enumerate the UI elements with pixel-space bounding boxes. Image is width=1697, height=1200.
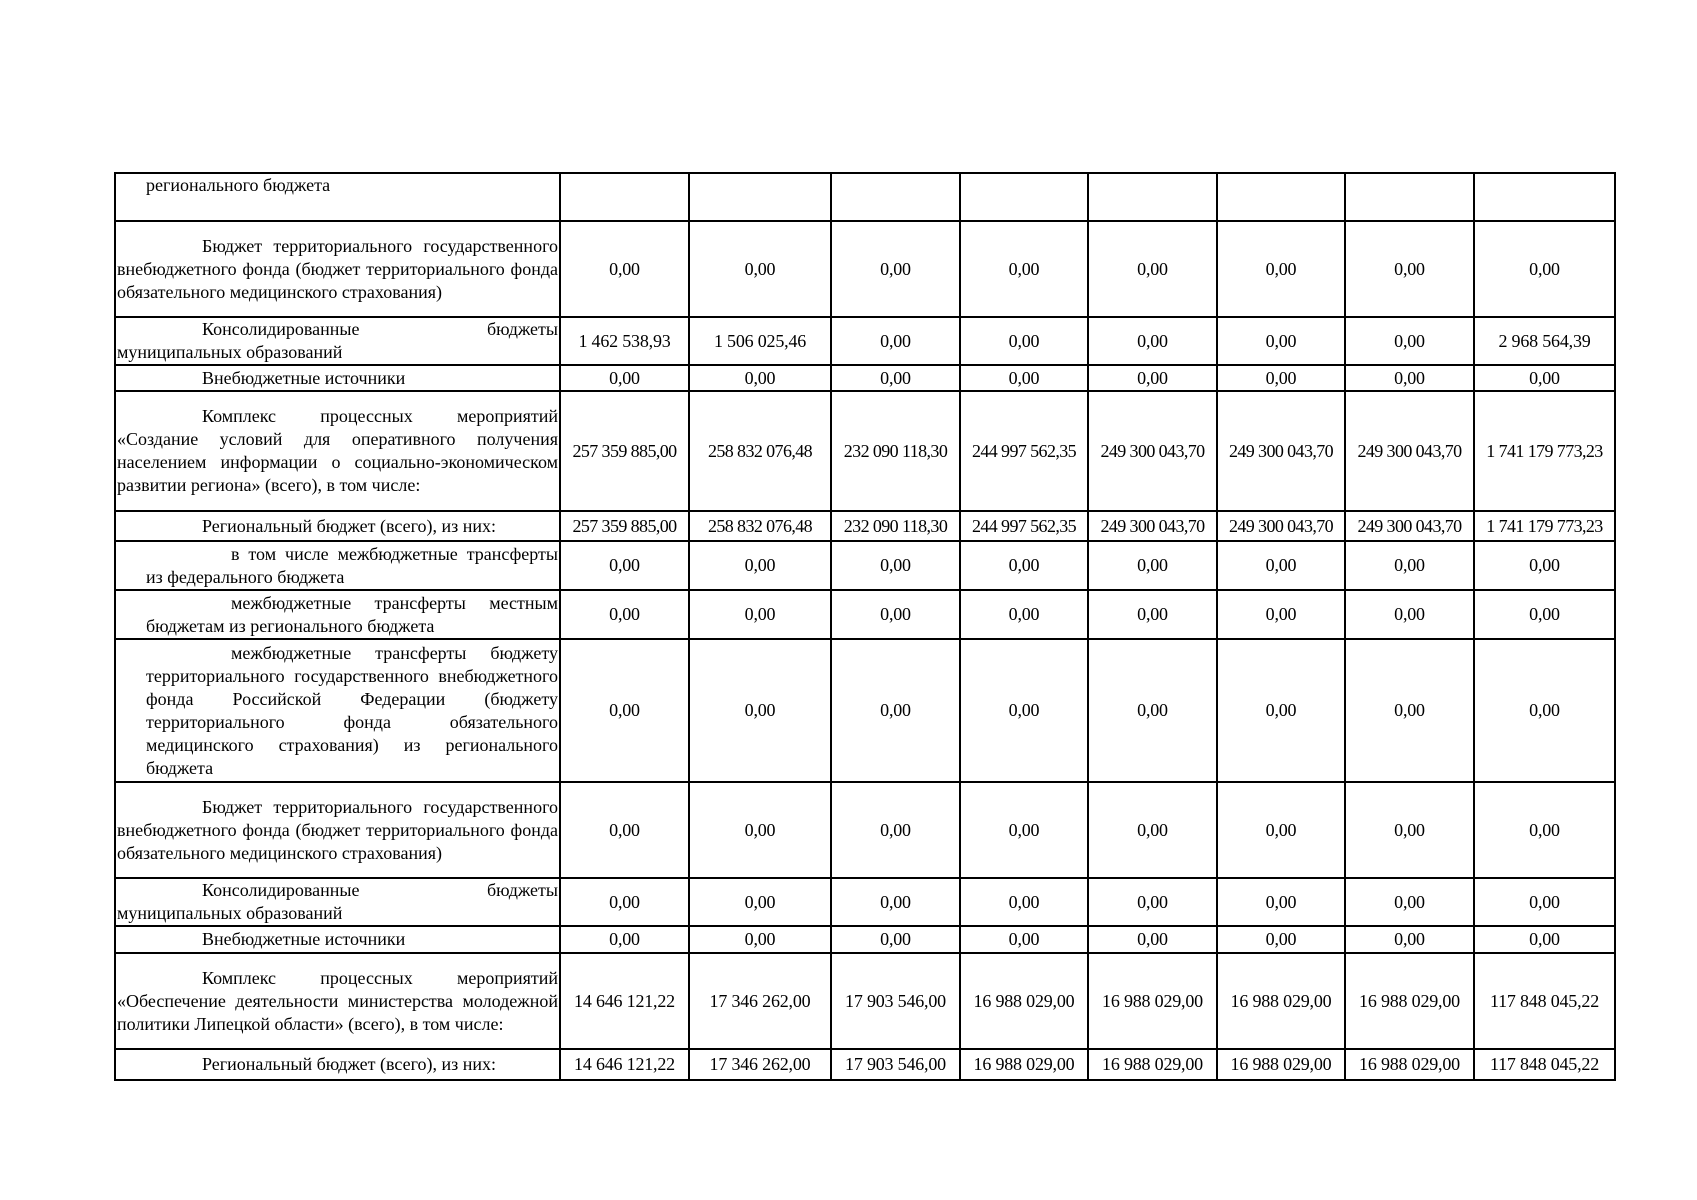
row-label: Консолидированные бюджеты муниципальных образований xyxy=(115,317,560,365)
row-label: в том числе межбюджетные трансферты из федерального бюджета xyxy=(115,541,560,590)
table-row xyxy=(115,173,1615,221)
row-value: 0,00 xyxy=(1088,541,1217,590)
row-value: 17 903 546,00 xyxy=(831,1049,960,1080)
row-value: 1 741 179 773,23 xyxy=(1474,391,1615,511)
row-value: 0,00 xyxy=(1088,926,1217,953)
row-label: Комплекс процессных мероприятий «Создание условий для оперативного получения населением информации о социально-экономическом развитии региона» (всего), в том числе: xyxy=(115,391,560,511)
row-value: 0,00 xyxy=(960,317,1088,365)
row-value: 0,00 xyxy=(1345,878,1474,926)
row-value: 0,00 xyxy=(1088,590,1217,639)
row-value: 117 848 045,22 xyxy=(1474,1049,1615,1080)
row-value: 0,00 xyxy=(1345,926,1474,953)
row-value: 16 988 029,00 xyxy=(1088,1049,1217,1080)
row-value: 0,00 xyxy=(689,878,831,926)
table-row xyxy=(115,541,1615,590)
row-value: 0,00 xyxy=(1217,317,1345,365)
row-label: Внебюджетные источники xyxy=(115,926,560,953)
row-value: 16 988 029,00 xyxy=(960,1049,1088,1080)
row-value: 0,00 xyxy=(560,541,689,590)
row-label: межбюджетные трансферты местным бюджетам из регионального бюджета xyxy=(115,590,560,639)
budget-table xyxy=(114,172,1616,1081)
table-row xyxy=(115,590,1615,639)
row-value: 0,00 xyxy=(689,639,831,782)
row-value: 16 988 029,00 xyxy=(1217,953,1345,1049)
row-value: 2 968 564,39 xyxy=(1474,317,1615,365)
row-value: 249 300 043,70 xyxy=(1345,391,1474,511)
row-value: 0,00 xyxy=(960,926,1088,953)
table-row xyxy=(115,221,1615,317)
row-value: 0,00 xyxy=(1217,878,1345,926)
table-row xyxy=(115,878,1615,926)
row-value: 0,00 xyxy=(560,221,689,317)
row-value: 0,00 xyxy=(689,221,831,317)
row-value: 16 988 029,00 xyxy=(1217,1049,1345,1080)
row-label: межбюджетные трансферты бюджету территориального государственного внебюджетного фонда Российской Федерации (бюджету территориального фонда обязательного медицинского страхования) из регионального бюджета xyxy=(115,639,560,782)
row-label: Бюджет территориального государственного внебюджетного фонда (бюджет территориального фонда обязательного медицинского страхования) xyxy=(115,782,560,878)
row-value: 0,00 xyxy=(689,541,831,590)
row-label: Консолидированные бюджеты муниципальных образований xyxy=(115,878,560,926)
row-value: 0,00 xyxy=(831,590,960,639)
row-value: 0,00 xyxy=(960,782,1088,878)
row-label: Комплекс процессных мероприятий «Обеспечение деятельности министерства молодежной политики Липецкой области» (всего), в том числе: xyxy=(115,953,560,1049)
row-value: 0,00 xyxy=(960,590,1088,639)
row-label: Бюджет территориального государственного внебюджетного фонда (бюджет территориального фонда обязательного медицинского страхования) xyxy=(115,221,560,317)
row-value xyxy=(1345,173,1474,221)
row-value: 0,00 xyxy=(1088,782,1217,878)
row-value: 0,00 xyxy=(1474,541,1615,590)
row-value xyxy=(831,173,960,221)
row-value: 16 988 029,00 xyxy=(1345,953,1474,1049)
table-row xyxy=(115,511,1615,541)
row-value: 257 359 885,00 xyxy=(560,391,689,511)
row-value: 0,00 xyxy=(689,365,831,391)
row-value: 0,00 xyxy=(1345,639,1474,782)
row-label: Региональный бюджет (всего), из них: xyxy=(115,511,560,541)
row-value: 0,00 xyxy=(689,590,831,639)
row-value: 0,00 xyxy=(1474,590,1615,639)
row-value: 0,00 xyxy=(1217,926,1345,953)
table-row xyxy=(115,639,1615,782)
row-value: 0,00 xyxy=(1088,639,1217,782)
row-value: 0,00 xyxy=(1345,317,1474,365)
row-value: 244 997 562,35 xyxy=(960,511,1088,541)
table-row xyxy=(115,1049,1615,1080)
row-label: регионального бюджета xyxy=(115,173,560,221)
row-value xyxy=(1088,173,1217,221)
row-value: 0,00 xyxy=(1345,782,1474,878)
row-value: 0,00 xyxy=(960,878,1088,926)
row-value: 0,00 xyxy=(560,878,689,926)
row-value: 17 346 262,00 xyxy=(689,1049,831,1080)
row-value xyxy=(560,173,689,221)
row-value: 16 988 029,00 xyxy=(1088,953,1217,1049)
row-value: 249 300 043,70 xyxy=(1088,511,1217,541)
row-value: 0,00 xyxy=(1474,221,1615,317)
row-value: 0,00 xyxy=(1474,926,1615,953)
row-value: 0,00 xyxy=(960,639,1088,782)
row-value: 232 090 118,30 xyxy=(831,391,960,511)
row-value: 0,00 xyxy=(1217,541,1345,590)
row-value: 0,00 xyxy=(831,926,960,953)
row-value xyxy=(960,173,1088,221)
row-value: 117 848 045,22 xyxy=(1474,953,1615,1049)
row-value: 0,00 xyxy=(831,782,960,878)
row-value: 17 346 262,00 xyxy=(689,953,831,1049)
table-row xyxy=(115,391,1615,511)
row-value: 0,00 xyxy=(1474,365,1615,391)
row-value: 0,00 xyxy=(960,541,1088,590)
row-value: 258 832 076,48 xyxy=(689,511,831,541)
row-value: 0,00 xyxy=(1345,365,1474,391)
row-value: 0,00 xyxy=(1474,782,1615,878)
row-value: 249 300 043,70 xyxy=(1217,511,1345,541)
table-row xyxy=(115,926,1615,953)
row-value: 249 300 043,70 xyxy=(1345,511,1474,541)
row-value: 257 359 885,00 xyxy=(560,511,689,541)
row-value: 0,00 xyxy=(1088,878,1217,926)
table-row xyxy=(115,782,1615,878)
row-value: 0,00 xyxy=(831,878,960,926)
row-value: 0,00 xyxy=(1088,317,1217,365)
row-value: 16 988 029,00 xyxy=(960,953,1088,1049)
row-value: 0,00 xyxy=(1217,782,1345,878)
row-value xyxy=(1217,173,1345,221)
row-value: 0,00 xyxy=(689,782,831,878)
table-row xyxy=(115,365,1615,391)
row-value: 1 506 025,46 xyxy=(689,317,831,365)
row-value: 0,00 xyxy=(689,926,831,953)
row-value: 0,00 xyxy=(1088,365,1217,391)
table-row xyxy=(115,317,1615,365)
row-value: 0,00 xyxy=(1217,221,1345,317)
row-value: 0,00 xyxy=(1217,365,1345,391)
row-value: 16 988 029,00 xyxy=(1345,1049,1474,1080)
row-value: 0,00 xyxy=(1345,541,1474,590)
row-value: 249 300 043,70 xyxy=(1217,391,1345,511)
row-value: 232 090 118,30 xyxy=(831,511,960,541)
row-value: 14 646 121,22 xyxy=(560,953,689,1049)
row-value: 0,00 xyxy=(1474,878,1615,926)
row-value: 0,00 xyxy=(560,639,689,782)
row-value: 0,00 xyxy=(560,365,689,391)
row-value: 0,00 xyxy=(1345,221,1474,317)
row-value: 0,00 xyxy=(831,365,960,391)
row-value: 0,00 xyxy=(1217,590,1345,639)
row-value: 0,00 xyxy=(831,639,960,782)
row-label: Внебюджетные источники xyxy=(115,365,560,391)
row-value xyxy=(689,173,831,221)
row-value: 17 903 546,00 xyxy=(831,953,960,1049)
row-value: 0,00 xyxy=(1345,590,1474,639)
row-value: 0,00 xyxy=(560,782,689,878)
row-value: 0,00 xyxy=(1474,639,1615,782)
row-value: 14 646 121,22 xyxy=(560,1049,689,1080)
row-value: 0,00 xyxy=(831,221,960,317)
row-value: 258 832 076,48 xyxy=(689,391,831,511)
row-value: 249 300 043,70 xyxy=(1088,391,1217,511)
row-value: 1 741 179 773,23 xyxy=(1474,511,1615,541)
row-value xyxy=(1474,173,1615,221)
row-value: 0,00 xyxy=(560,590,689,639)
row-value: 0,00 xyxy=(831,541,960,590)
row-value: 244 997 562,35 xyxy=(960,391,1088,511)
table-row xyxy=(115,953,1615,1049)
row-value: 0,00 xyxy=(560,926,689,953)
row-value: 0,00 xyxy=(1088,221,1217,317)
row-value: 1 462 538,93 xyxy=(560,317,689,365)
row-label: Региональный бюджет (всего), из них: xyxy=(115,1049,560,1080)
row-value: 0,00 xyxy=(960,221,1088,317)
row-value: 0,00 xyxy=(1217,639,1345,782)
row-value: 0,00 xyxy=(960,365,1088,391)
row-value: 0,00 xyxy=(831,317,960,365)
